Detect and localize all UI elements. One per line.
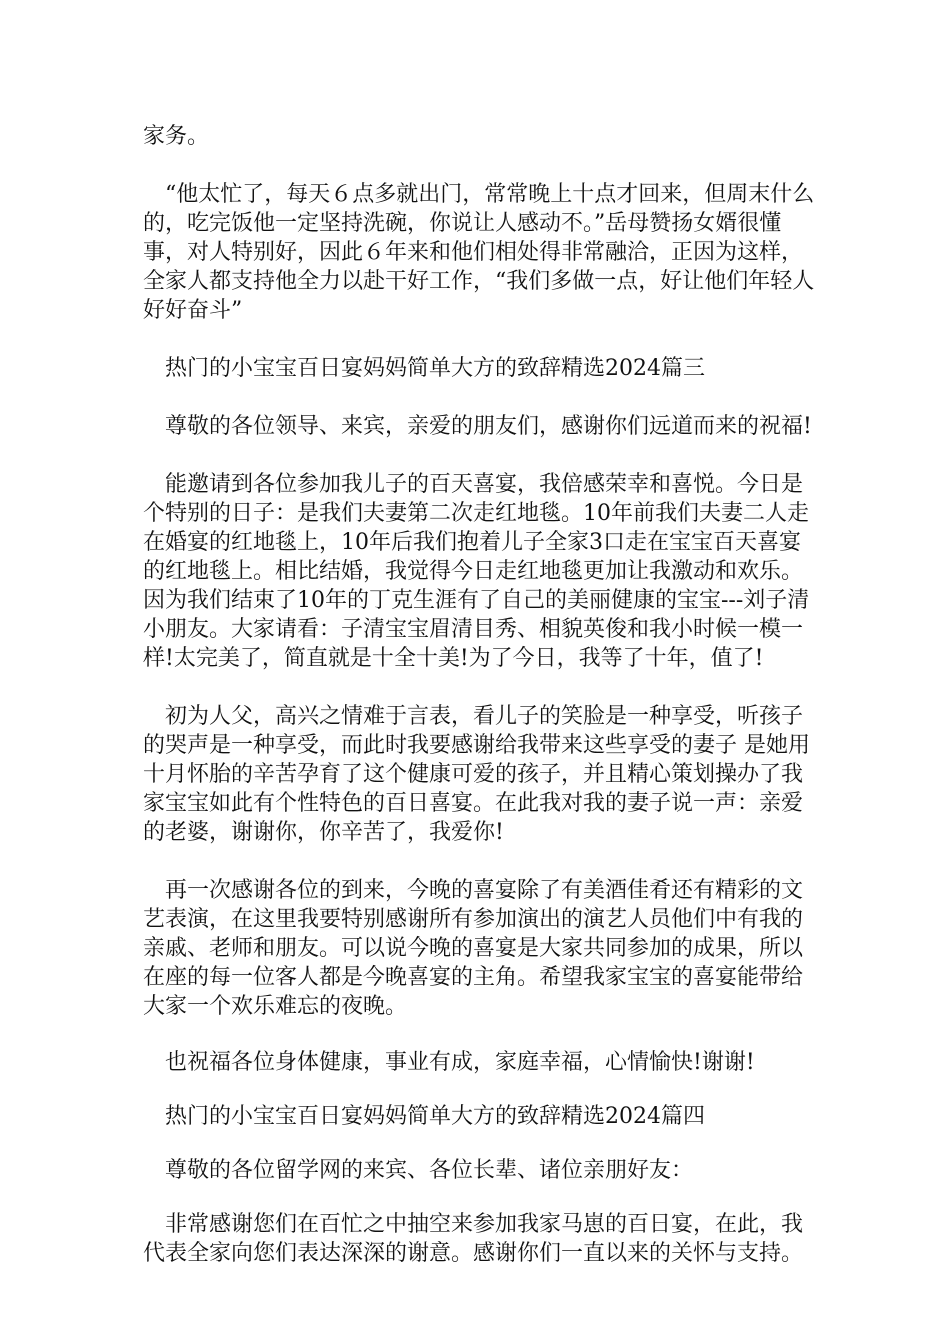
- section-heading-part-three: 热门的小宝宝百日宴妈妈简单大方的致辞精选2024篇三: [165, 356, 705, 381]
- paragraph-greeting-part-three: 尊敬的各位领导、来宾，亲爱的朋友们，感谢你们远道而来的祝福!: [165, 414, 812, 439]
- paragraph-thanks-attendance: 非常感谢您们在百忙之中抽空来参加我家马崽的百日宴，在此，我代表全家向您们表达深深的谢意。感谢你们一直以来的关怀与支持。: [143, 1212, 804, 1266]
- paragraph-greeting-part-four: 尊敬的各位留学网的来宾、各位长辈、诸位亲朋好友：: [165, 1158, 694, 1183]
- paragraph-mother-in-law-quote: “他太忙了，每天６点多就出门，常常晚上十点才回来，但周末什么的，吃完饭他一定坚持洗碗，你说让人感动不。”岳母赞扬女婿很懂事，对人特别好，因此６年来和他们相处得非常融洽，正因为这样，全家人都支持他全力以赴干好工作，“我们多做一点，好让他们年轻人好好奋斗”: [143, 182, 815, 323]
- paragraph-new-father: 初为人父，高兴之情难于言表，看儿子的笑脸是一种享受，听孩子的哭声是一种享受，而此时我要感谢给我带来这些享受的妻子 是她用十月怀胎的辛苦孕育了这个健康可爱的孩子，并且精心策划操办了我家宝宝如此有个性特色的百日喜宴。在此我对我的妻子说一声：亲爱的老婆，谢谢你，你辛苦了，我爱你!: [143, 704, 810, 845]
- paragraph-closing-wishes: 也祝福各位身体健康，事业有成，家庭幸福，心情愉快!谢谢!: [165, 1050, 755, 1075]
- paragraph-continuation: 家务。: [143, 124, 210, 149]
- document-body: [143, 122, 815, 1268]
- paragraph-red-carpet: 能邀请到各位参加我儿子的百天喜宴，我倍感荣幸和喜悦。今日是个特别的日子：是我们夫妻第二次走红地毯。10年前我们夫妻二人走在婚宴的红地毯上，10年后我们抱着儿子全家3口走在宝宝百天喜宴的红地毯上。相比结婚，我觉得今日走红地毯更加让我激动和欢乐。因为我们结束了10年的丁克生涯有了自己的美丽健康的宝宝---刘子清小朋友。大家请看：子清宝宝眉清目秀、相貌英俊和我小时候一模一样!太完美了，简直就是十全十美!为了今日，我等了十年，值了!: [143, 472, 810, 671]
- section-heading-part-four: 热门的小宝宝百日宴妈妈简单大方的致辞精选2024篇四: [165, 1104, 705, 1129]
- paragraph-thanks-again: 再一次感谢各位的到来，今晚的喜宴除了有美酒佳肴还有精彩的文艺表演，在这里我要特别感谢所有参加演出的演艺人员他们中有我的亲戚、老师和朋友。可以说今晚的喜宴是大家共同参加的成果，所以在座的每一位客人都是今晚喜宴的主角。希望我家宝宝的喜宴能带给大家一个欢乐难忘的夜晚。: [143, 878, 804, 1019]
